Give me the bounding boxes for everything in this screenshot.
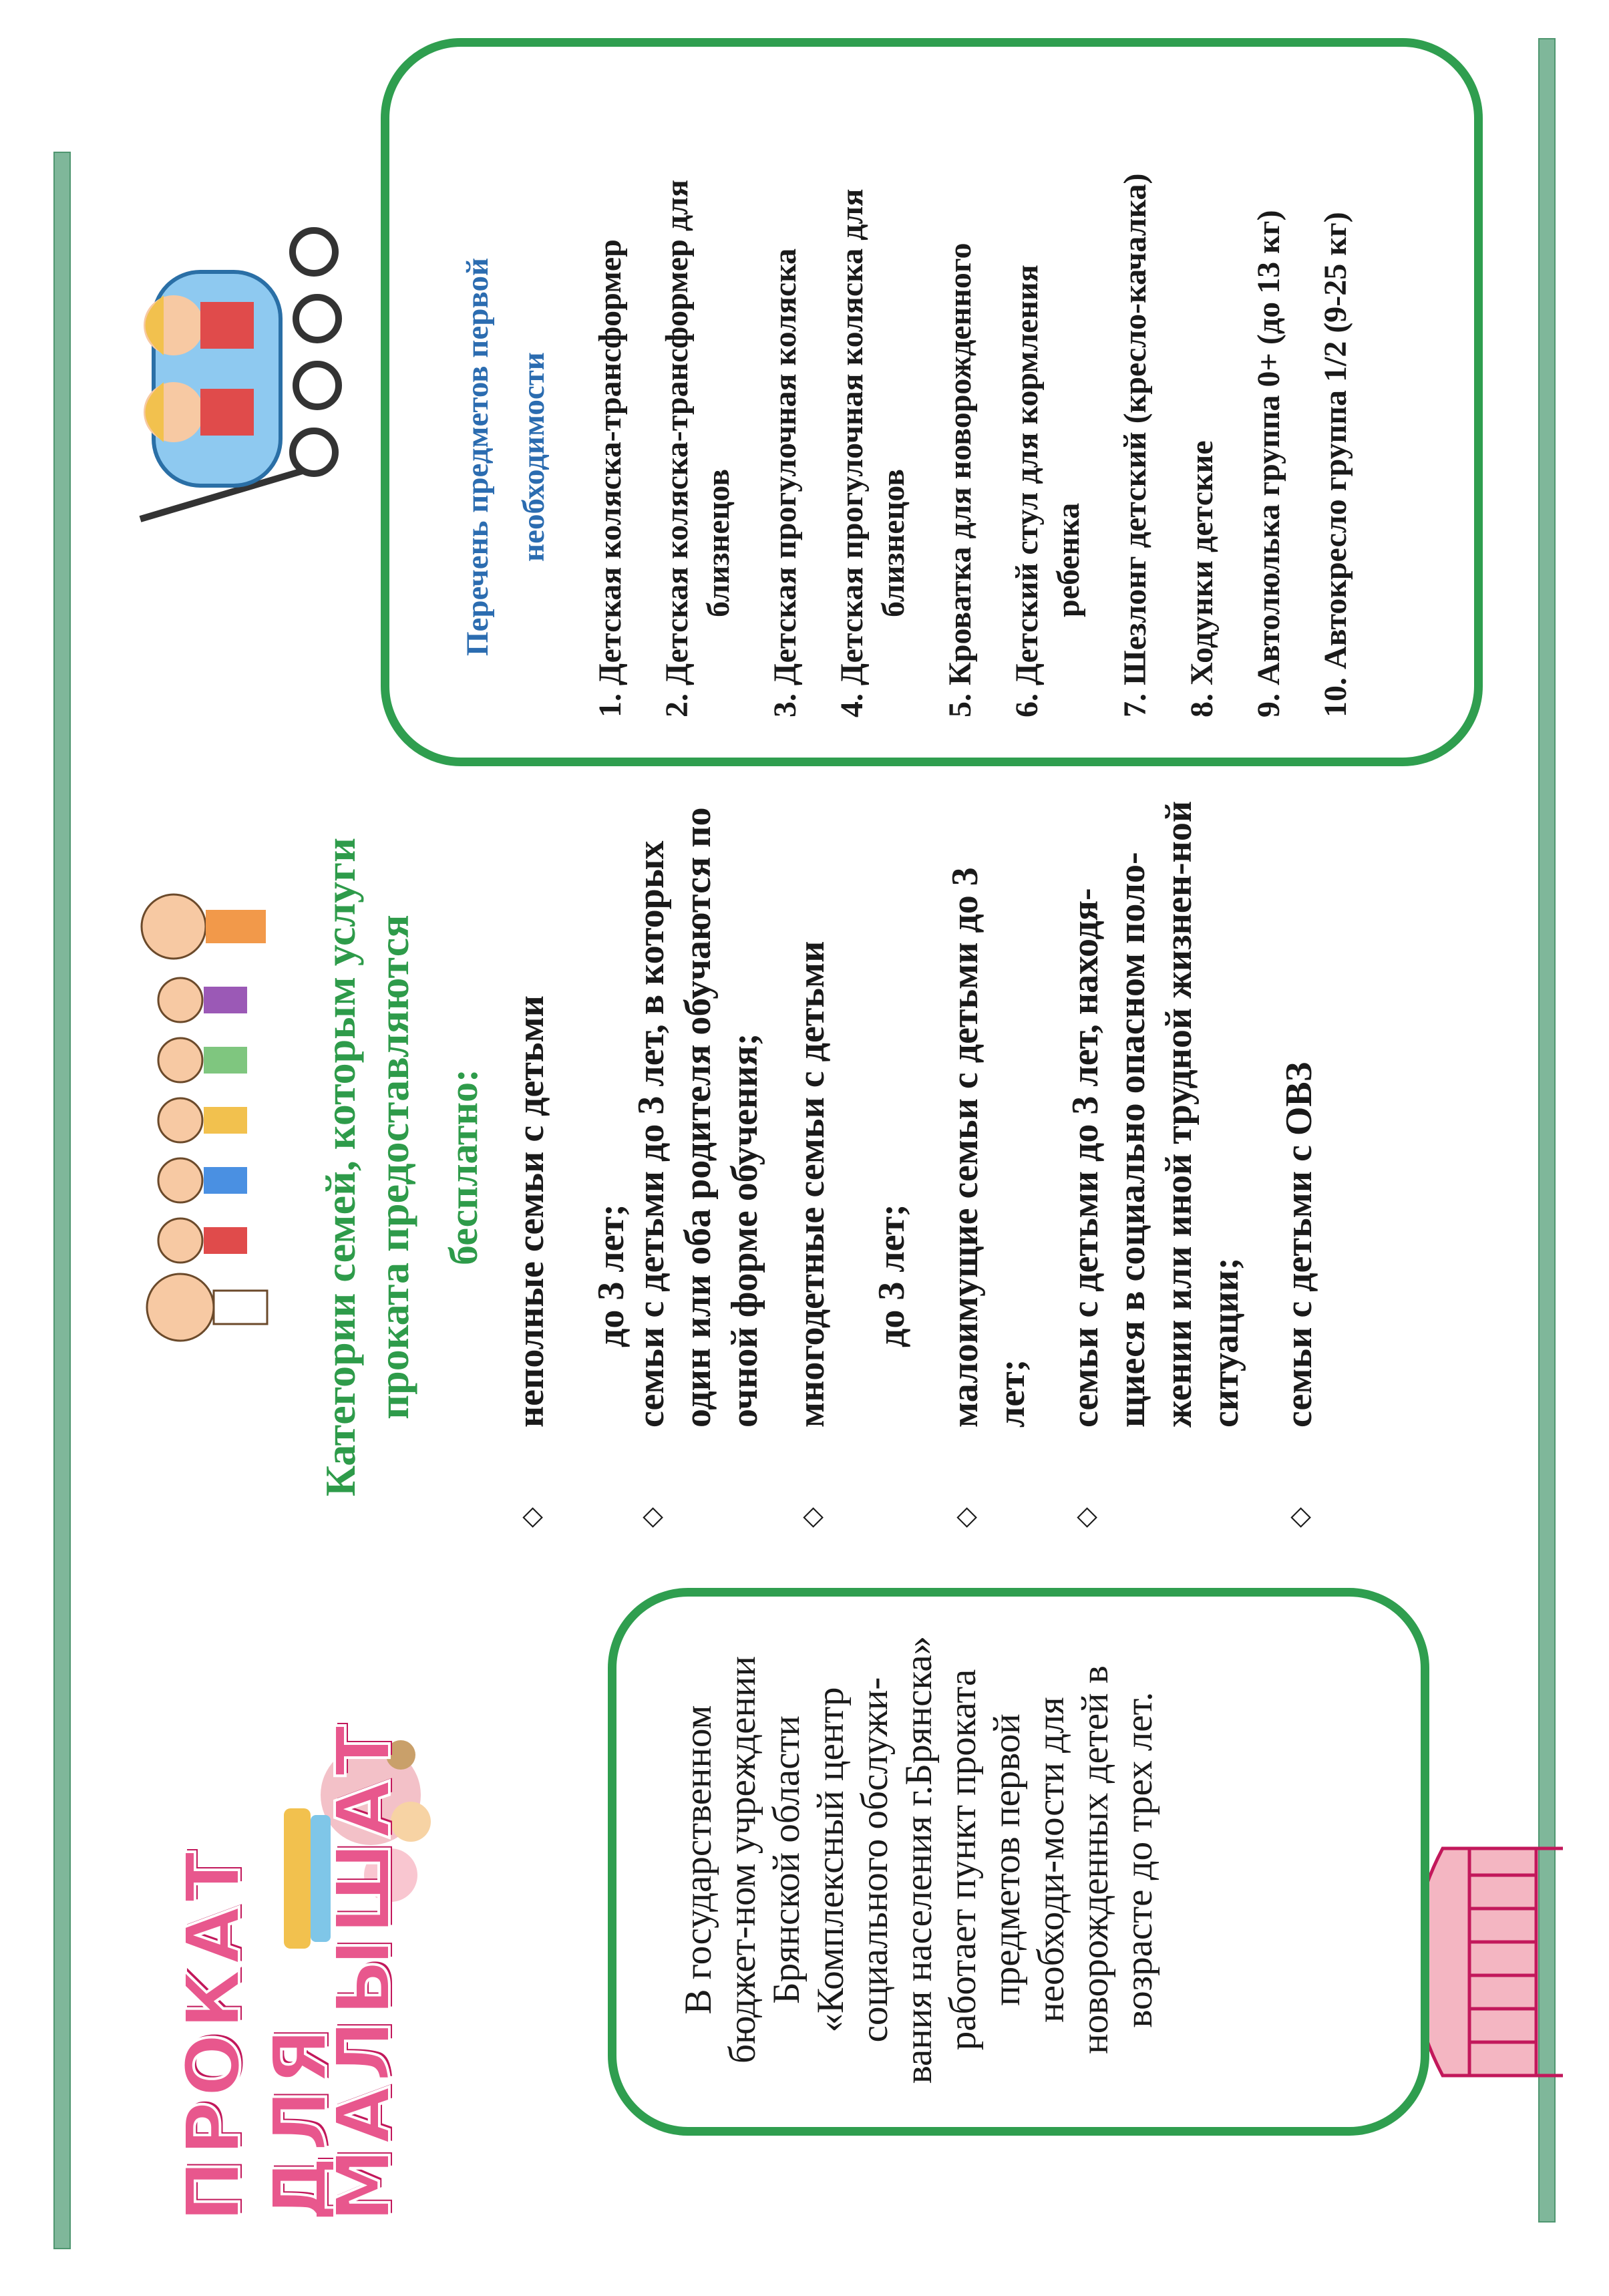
rental-item — [1248, 49, 1290, 717]
rental-item-text: 3. Детская прогулочная коляска — [767, 248, 803, 717]
rental-item-text: 1. Детская коляска-трансформер — [592, 239, 628, 717]
heading-line-1: Категории семей, которым услуги — [317, 837, 364, 1497]
category-text: семьи с детьми до 3 лет, находя-щиеся в социально опасном поло-жении или иной трудной жизнен-ной ситуации; — [1065, 800, 1246, 1428]
rental-item-text: 4. Детская прогулочная коляска для — [834, 188, 870, 717]
rental-item-sub: ребенка — [1051, 502, 1086, 617]
rental-item-sub: близнецов — [876, 468, 911, 617]
rental-item — [1115, 49, 1156, 717]
rental-item — [1315, 49, 1357, 717]
category-text-cont: до 3 лет; — [590, 1204, 632, 1347]
category-item — [1276, 800, 1322, 1541]
rental-item-text: 8. Ходунки детские — [1184, 440, 1220, 717]
category-text: малоимущие семьи с детьми до 3 лет; — [944, 867, 1033, 1428]
category-item — [508, 800, 632, 1541]
diamond-bullet: ◇ — [1284, 1507, 1314, 1528]
diamond-bullet: ◇ — [636, 1507, 666, 1528]
category-item — [1062, 800, 1249, 1541]
rental-items-title: Перечень предметов первой необходимости — [460, 257, 551, 657]
rental-item-text: 6. Детский стул для кормления — [1009, 265, 1045, 717]
category-item — [628, 800, 768, 1541]
rental-item-text: 9. Автолюлька группа 0+ (до 13 кг) — [1251, 210, 1286, 717]
panel-categories — [0, 793, 1609, 1541]
twin-stroller-illustration — [100, 212, 361, 559]
category-item — [942, 800, 1035, 1541]
category-text-cont: до 3 лет; — [871, 1204, 912, 1347]
panel-intro — [0, 1541, 1609, 2296]
category-text: многодетные семьи с детьми — [791, 941, 832, 1428]
rental-items-list — [590, 49, 1382, 717]
intro-text: В государственном бюджет-ном учреждении Брянской области «Комплексный центр социального обслужи-вания населения г.Брянска» работает пункт проката предметов первой необходи-мости для новорожденных детей в возрасте до трех лет. — [677, 1635, 1160, 2084]
rental-item-text: 7. Шезлонг детский (кресло-качалка) — [1117, 173, 1153, 717]
intro-box — [608, 1588, 1429, 2136]
diamond-bullet: ◇ — [796, 1507, 826, 1528]
rental-item-text: 2. Детская коляска-трансформер для — [659, 179, 695, 717]
diamond-bullet: ◇ — [516, 1507, 546, 1528]
panel-rental-items — [0, 0, 1609, 793]
logo-line-2: МАЛЫШАТ — [321, 1721, 407, 2223]
rental-item — [940, 49, 981, 717]
category-text: неполные семьи с детьми — [510, 995, 552, 1428]
heading-line-2: проката предоставляются — [370, 915, 417, 1420]
category-text: семьи с детьми с ОВЗ — [1278, 1061, 1320, 1428]
rental-item — [590, 49, 631, 717]
rental-item — [765, 49, 806, 717]
children-row-illustration — [100, 853, 294, 1374]
category-item — [788, 800, 915, 1541]
rental-item-text: 10. Автокресло группа 1/2 (9-25 кг) — [1318, 212, 1353, 717]
logo-line-1: ПРОКАТ ДЛЯ — [170, 1847, 344, 2223]
rental-item — [657, 49, 739, 717]
diamond-bullet: ◇ — [950, 1507, 980, 1528]
rental-item — [1007, 49, 1089, 717]
rental-item-text: 5. Кроватка для новорожденного — [942, 242, 978, 717]
rental-item — [832, 49, 914, 717]
category-text: семьи с детьми до 3 лет, в которых один или оба родителя обучаются по очной форме обучения; — [631, 807, 765, 1428]
rental-item — [1182, 49, 1223, 717]
logo — [170, 1701, 431, 2223]
diamond-bullet: ◇ — [1070, 1507, 1100, 1528]
free-label: бесплатно: — [441, 1069, 486, 1265]
rental-item-sub: близнецов — [701, 468, 736, 617]
category-list — [508, 800, 1322, 1541]
rental-items-box — [381, 38, 1483, 766]
categories-heading — [314, 793, 421, 1541]
